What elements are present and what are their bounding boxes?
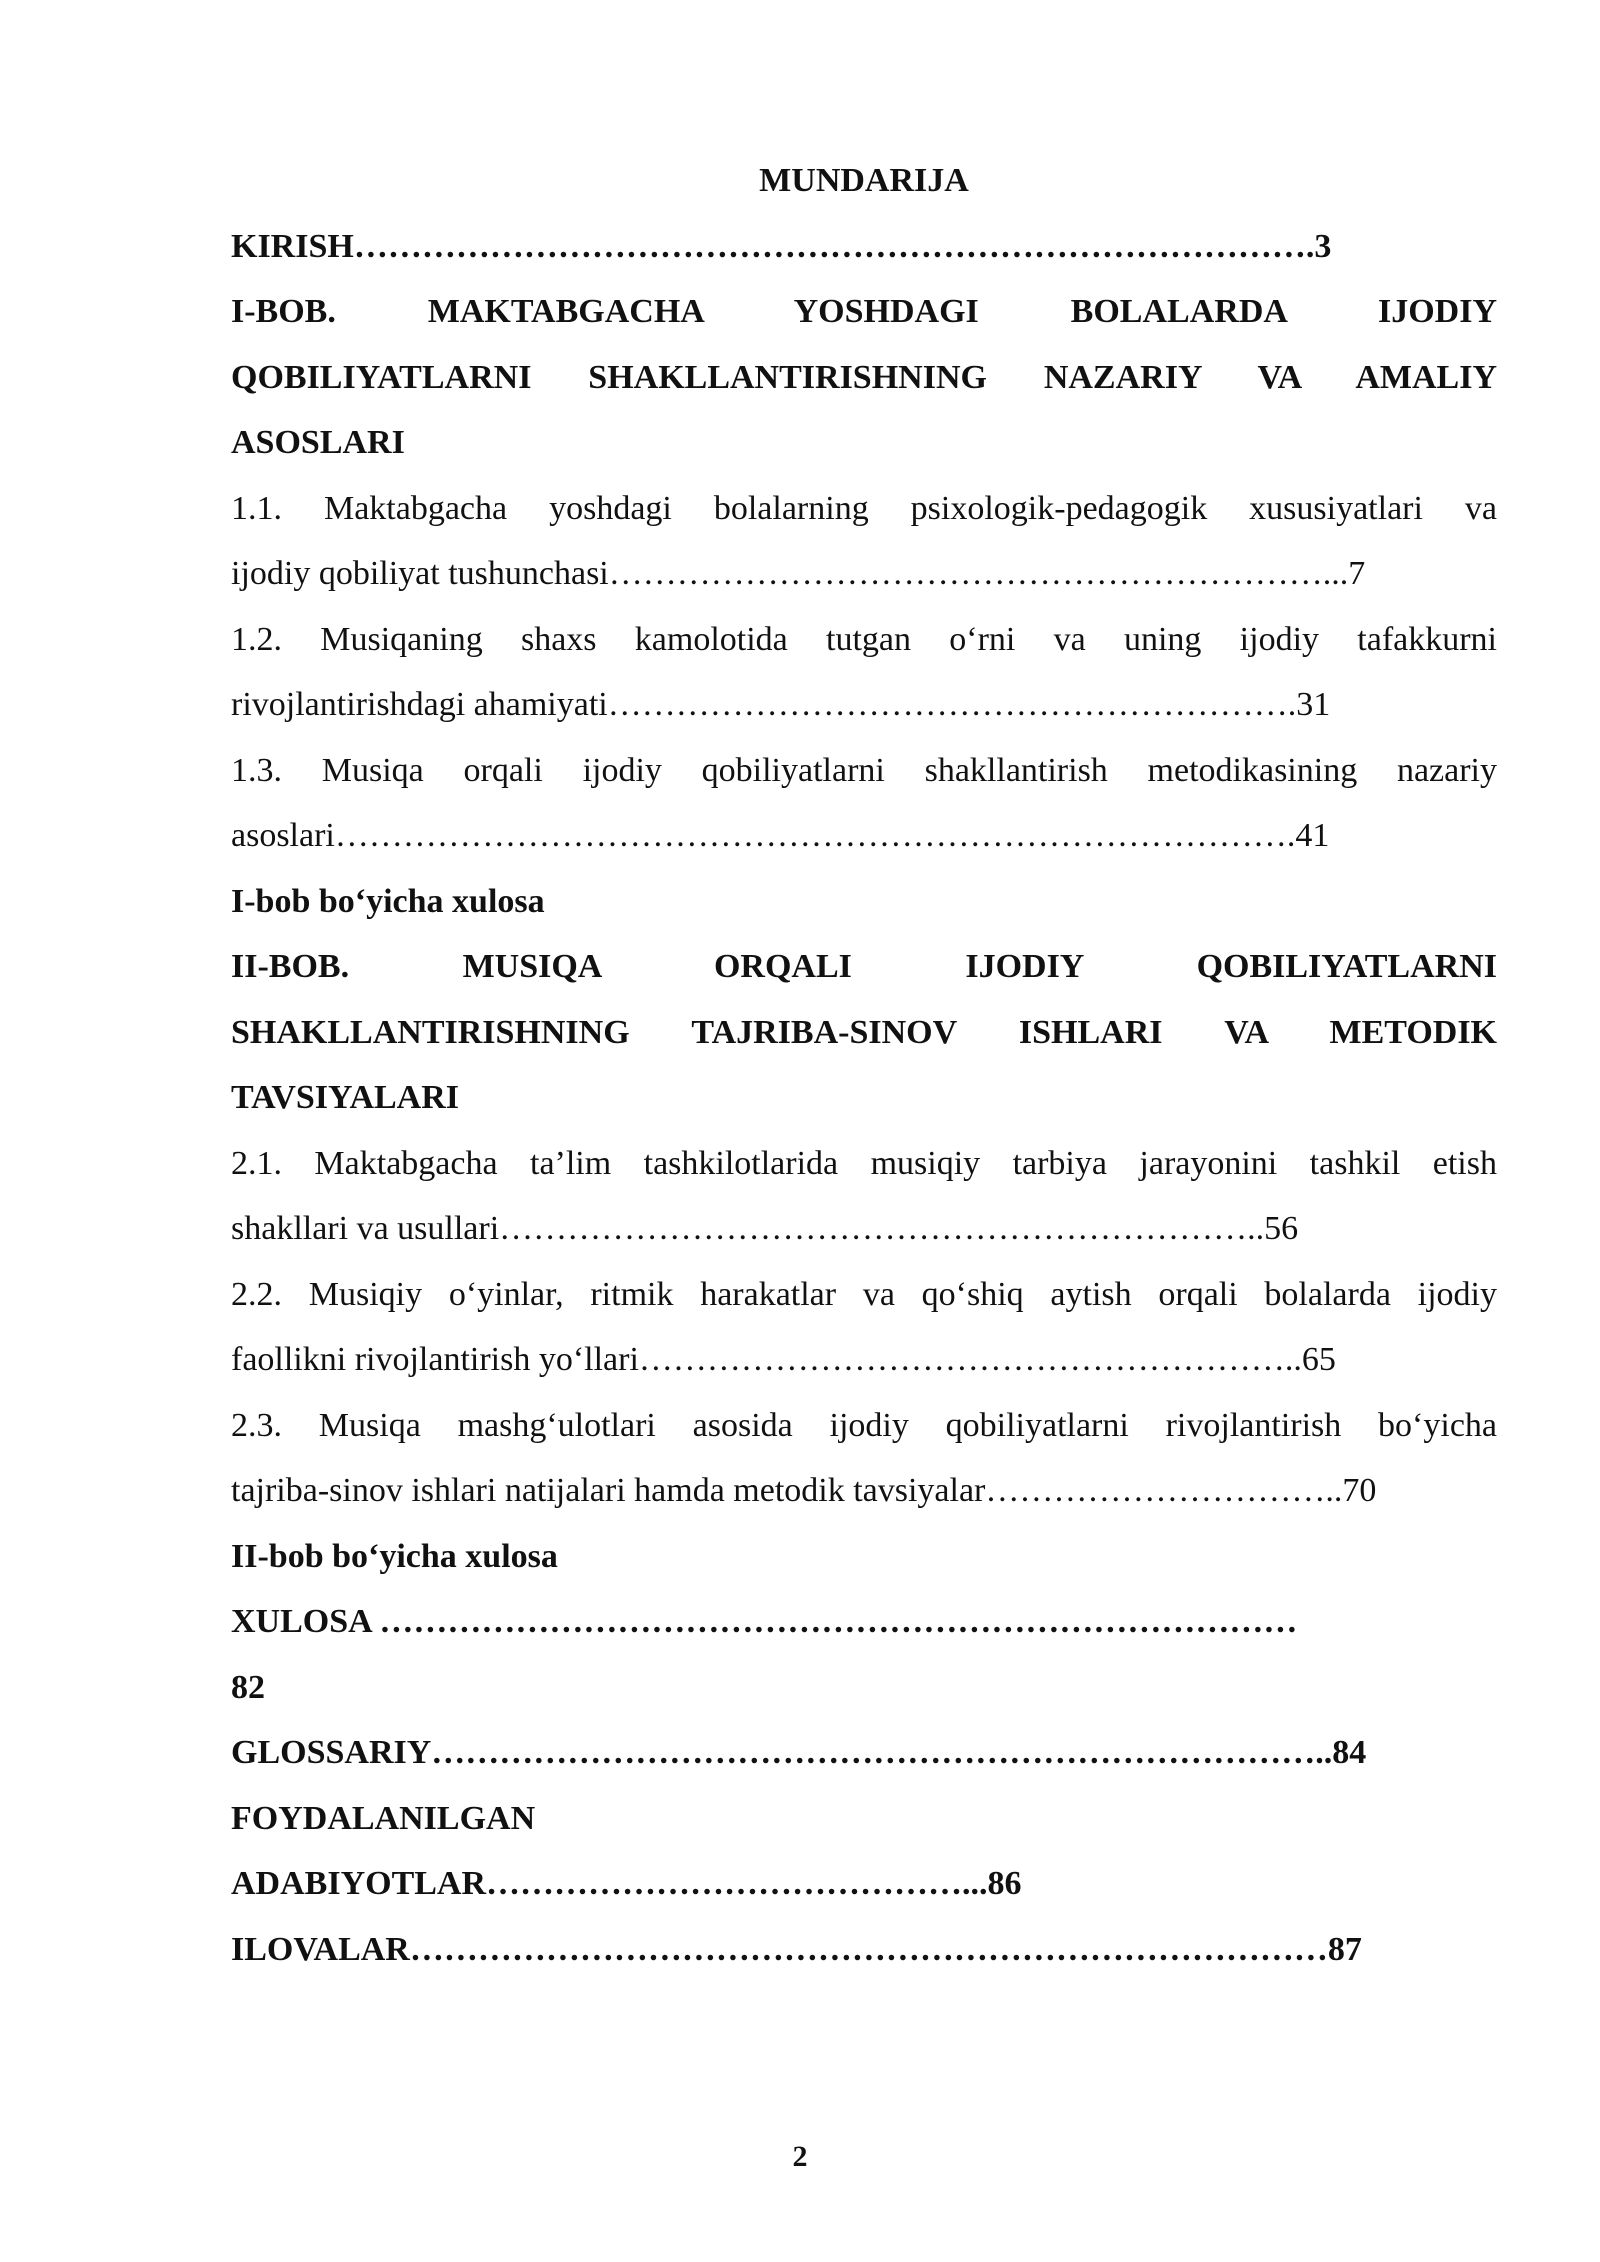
toc-entry-1-1-line-1: 1.1. Maktabgacha yoshdagi bolalarning psixologik-pedagogik xususiyatlari va <box>231 489 1497 527</box>
toc-chapter-2-heading-line-3: TAVSIYALARI <box>231 1079 460 1116</box>
toc-entry-2-2-line-1: 2.2. Musiqiy o‘yinlar, ritmik harakatlar va qo‘shiq aytish orqali bolalarda ijodiy <box>231 1275 1497 1313</box>
toc-entry-xulosa: XULOSA ……………………………………………………………………… <box>231 1603 1298 1640</box>
toc-entry-2-3-line-2: tajriba-sinov ishlari natijalari hamda metodik tavsiyalar…………………………..70 <box>231 1472 1377 1509</box>
table-of-contents <box>231 148 1497 1982</box>
toc-entry-kirish: KIRISH………………………………………………………………………….3 <box>231 227 1332 265</box>
toc-entry-glossariy: GLOSSARIY……………………………………………………………………..84 <box>231 1734 1367 1771</box>
toc-entry-2-1-line-1: 2.1. Maktabgacha ta’lim tashkilotlarida musiqiy tarbiya jarayonini tashkil etish <box>231 1144 1497 1182</box>
toc-chapter-1-heading-line-1: I-BOB. MAKTABGACHA YOSHDAGI BOLALARDA IJODIY <box>231 293 1497 330</box>
toc-entry-1-3-line-2: asoslari………………………………………………………………………….41 <box>231 817 1330 854</box>
toc-entry-adabiyotlar: ADABIYOTLAR……………………………………...86 <box>231 1865 1022 1902</box>
toc-entry-2-3-line-1: 2.3. Musiqa mashg‘ulotlari asosida ijodiy qobiliyatlarni rivojlantirish bo‘yicha <box>231 1406 1497 1444</box>
toc-entry-foydalanilgan: FOYDALANILGAN <box>231 1799 536 1837</box>
toc-entry-2-1-line-2: shakllari va usullari…………………………………………………………..56 <box>231 1210 1299 1247</box>
toc-entry-2-2-line-2: faollikni rivojlantirish yo‘llari…………………………………………………..65 <box>231 1341 1336 1378</box>
toc-chapter-1-heading-line-2: QOBILIYATLARNI SHAKLLANTIRISHNING NAZARIY VA AMALIY <box>231 358 1497 396</box>
toc-chapter-2-heading-line-1: II-BOB. MUSIQA ORQALI IJODIY QOBILIYATLARNI <box>231 948 1497 985</box>
toc-entry-ilovalar: ILOVALAR………………………………………………………………………87 <box>231 1930 1362 1968</box>
toc-entry-chapter-1-summary: I-bob bo‘yicha xulosa <box>231 882 545 920</box>
toc-chapter-1-heading-line-3: ASOSLARI <box>231 424 405 461</box>
toc-entry-1-3-line-1: 1.3. Musiqa orqali ijodiy qobiliyatlarni shakllantirish metodikasining nazariy <box>231 751 1497 789</box>
toc-entry-1-1-line-2: ijodiy qobiliyat tushunchasi………………………………………………………...7 <box>231 555 1366 592</box>
toc-title: MUNDARIJA <box>759 162 969 199</box>
page-number: 2 <box>792 2140 808 2173</box>
toc-entry-chapter-2-summary: II-bob bo‘yicha xulosa <box>231 1537 558 1575</box>
toc-chapter-2-heading-line-2: SHAKLLANTIRISHNING TAJRIBA-SINOV ISHLARI VA METODIK <box>231 1013 1497 1051</box>
toc-entry-xulosa-page: 82 <box>231 1668 265 1706</box>
toc-entry-1-2-line-1: 1.2. Musiqaning shaxs kamolotida tutgan o‘rni va uning ijodiy tafakkurni <box>231 620 1497 658</box>
toc-entry-1-2-line-2: rivojlantirishdagi ahamiyati…………………………………………………….31 <box>231 686 1331 723</box>
